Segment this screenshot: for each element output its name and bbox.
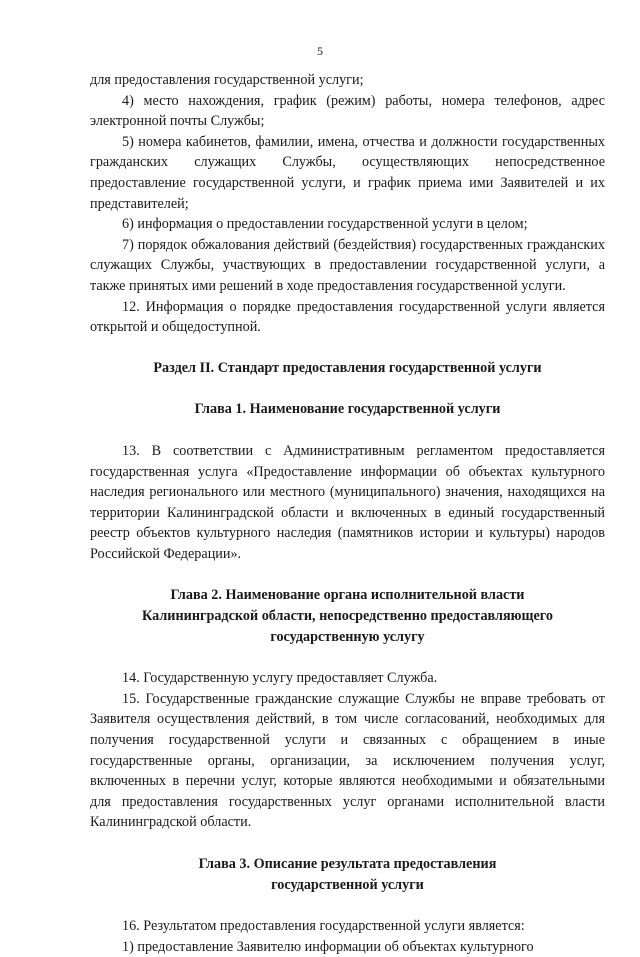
list-item: 7) порядок обжалования действий (бездействия) государственных гражданских служащих Службы, участвующих в предоставлении государственной услуги, а также принятых ими решений в ходе предоставления государственной услуги.	[90, 236, 605, 294]
list-item: 1) предоставление Заявителю информации об объектах культурного	[122, 938, 534, 955]
paragraph-12: 12. Информация о порядке предоставления государственной услуги является открытой и общедоступной.	[90, 298, 605, 336]
paragraph-15: 15. Государственные гражданские служащие Службы не вправе требовать от Заявителя осуществления действий, в том числе согласований, необходимых для получения государственной услуги и связанных с обращением в иные государственные органы, организации, за исключением получения услуг, включенных в перечни услуг, которые являются необходимыми и обязательными для предоставления государственных услуг органами исполнительной власти Калининградской области.	[90, 690, 605, 831]
paragraph-16: 16. Результатом предоставления государственной услуги является:	[122, 918, 525, 935]
section-title: Раздел II. Стандарт предоставления государственной услуги	[153, 359, 542, 376]
paragraph-13: 13. В соответствии с Административным регламентом предоставляется государственная услуга «Предоставление информации об объектах культурного наследия регионального или местного (муниципального) значения, находящихся на территории Калининградской области и включенных в единый государственный реестр объектов культурного наследия (памятников истории и культуры) народов Российской Федерации».	[90, 442, 605, 562]
paragraph-14: 14. Государственную услугу предоставляет Служба.	[122, 670, 438, 687]
chapter-3-title	[90, 854, 605, 895]
list-item: 5) номера кабинетов, фамилии, имена, отчества и должности государственных гражданских служащих Службы, осуществляющих непосредственное предоставление государственной услуги, и график приема ими Заявителей и их представителей;	[90, 133, 605, 212]
page-number: 5	[317, 44, 323, 58]
list-item: 4) место нахождения, график (режим) работы, номера телефонов, адрес электронной почты Службы;	[90, 92, 605, 130]
chapter-3-title-line: государственной услуги	[271, 876, 424, 893]
chapter-2-title	[90, 585, 605, 647]
chapter-2-title-line: Калининградской области, непосредственно предоставляющего	[142, 608, 553, 625]
chapter-3-title-line: Глава 3. Описание результата предоставления	[198, 856, 497, 872]
list-item: 6) информация о предоставлении государственной услуги в целом;	[122, 216, 528, 233]
continuation-line: для предоставления государственной услуги;	[90, 72, 364, 88]
chapter-2-title-line: государственную услугу	[270, 628, 425, 645]
chapter-1-title: Глава 1. Наименование государственной услуги	[194, 401, 501, 418]
chapter-2-title-line: Глава 2. Наименование органа исполнительной власти	[170, 587, 525, 604]
document-body	[90, 70, 605, 957]
